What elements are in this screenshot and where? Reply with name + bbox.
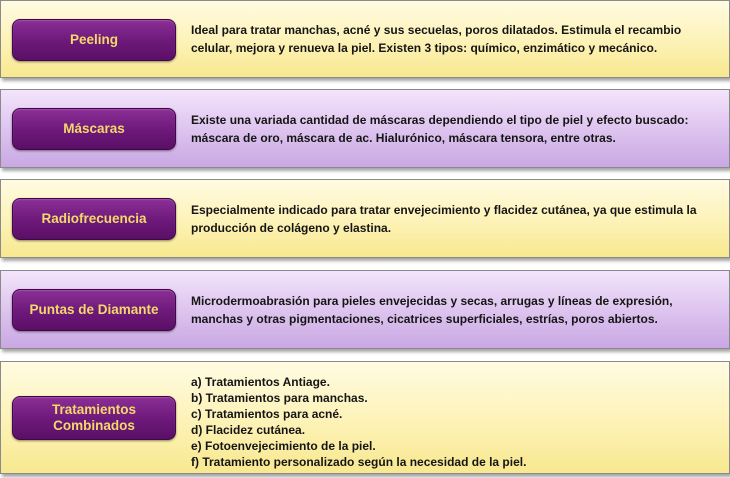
section-peeling bbox=[0, 0, 730, 78]
section-radiofrecuencia bbox=[0, 179, 730, 258]
peeling-title: Peeling bbox=[12, 19, 176, 61]
radiofrecuencia-description: Especialmente indicado para tratar envejecimiento y flacidez cutánea, ya que estimula la producción de colágeno y elastina. bbox=[191, 203, 697, 235]
tratamientos-combinados-list bbox=[191, 374, 721, 470]
list-item: a) Tratamientos Antiage. bbox=[191, 375, 330, 389]
list-item: b) Tratamientos para manchas. bbox=[191, 391, 368, 405]
radiofrecuencia-title: Radiofrecuencia bbox=[12, 198, 176, 240]
list-item: c) Tratamientos para acné. bbox=[191, 407, 343, 421]
section-puntas-de-diamante bbox=[0, 270, 730, 349]
list-item: d) Flacidez cutánea. bbox=[191, 423, 306, 437]
peeling-description: Ideal para tratar manchas, acné y sus secuelas, poros dilatados. Estimula el recambio celular, mejora y renueva la piel. Existen 3 tipos: químico, enzimático y mecánico. bbox=[191, 23, 682, 55]
section-tratamientos-combinados bbox=[0, 361, 730, 474]
list-item: e) Fotoenvejecimiento de la piel. bbox=[191, 439, 376, 453]
mascaras-description: Existe una variada cantidad de máscaras dependiendo el tipo de piel y efecto buscado: máscara de oro, máscara de ac. Hialurónico, máscara tensora, entre otras. bbox=[191, 113, 689, 145]
mascaras-title: Máscaras bbox=[12, 108, 176, 150]
section-mascaras bbox=[0, 89, 730, 168]
tratamientos-combinados-title: Tratamientos Combinados bbox=[12, 396, 176, 440]
list-item: f) Tratamiento personalizado según la necesidad de la piel. bbox=[191, 455, 527, 469]
puntas-de-diamante-description: Microdermoabrasión para pieles envejecidas y secas, arrugas y líneas de expresión, manchas y otras pigmentaciones, cicatrices superficiales, estrías, poros abiertos. bbox=[191, 294, 673, 326]
puntas-de-diamante-title: Puntas de Diamante bbox=[12, 289, 176, 331]
